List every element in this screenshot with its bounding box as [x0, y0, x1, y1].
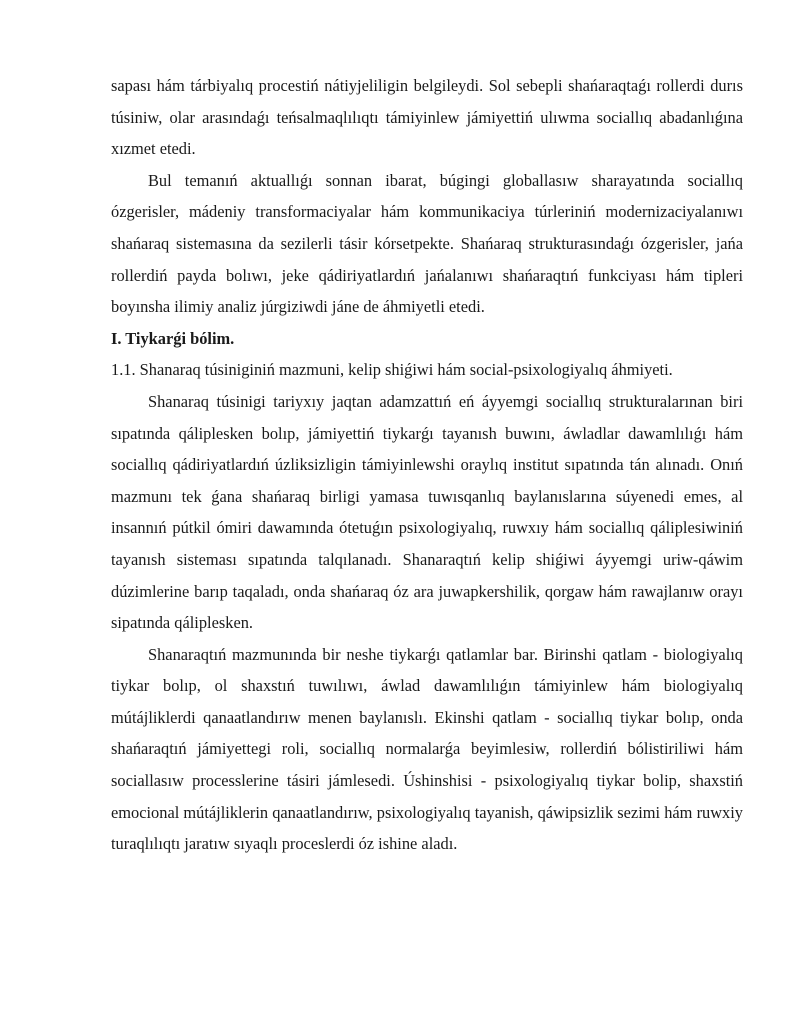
paragraph-concept: Shanaraq túsinigi tariyxıy jaqtan adamzattıń eń áyyemgi sociallıq strukturalarınan biri sıpatında qáliplesken bolıp, jámiyettiń tiykarǵı tayanısh buwını, áwladlar dawamlılıǵı hám sociallıq qádiriyatlardıń úzliksizligin támiyinlewshi oraylıq institut sıpatında tán alınadı. Onıń mazmunı tek ǵana shańaraq birligi yamasa tuwısqanlıq baylanıslarına súyenedi emes, al insannıń pútkil ómiri dawamında ótetuǵın psixologiyalıq, ruwxıy hám sociallıq qáliplesiwiniń tayanısh sisteması sıpatında talqılanadı. Shanaraqtıń kelip shiǵiwi áyyemgi uriw-qáwim dúzimlerine barıp taqaladı, onda shańaraq óz ara juwapkershilik, qorgaw hám rawajlanıw orayı sipatında qáliplesken.: [111, 391, 743, 633]
subsection-heading: 1.1. Shanaraq túsiniginiń mazmuni, kelip shiǵiwi hám social-psixologiyalıq áhmiyeti.: [111, 360, 673, 380]
document-page: [111, 70, 743, 860]
paragraph-layers: Shanaraqtıń mazmunında bir neshe tiykarǵı qatlamlar bar. Birinshi qatlam - biologiyalıq tiykar bolıp, ol shaxstıń tuwılıwı, áwlad dawamlılıǵın támiyinlew hám biologiyalıq mútájliklerdi qanaatlandırıw menen baylanıslı. Ekinshi qatlam - sociallıq tiykar bolıp, onda shańaraqtıń jámiyettegi roli, sociallıq normalarǵa beyimlesiw, rollerdiń bólistiriliwi hám sociallasıw processlerine tásiri jámlesedi. Úshinshisi - psixologiyalıq tiykar bolip, shaxstiń emocional mútájliklerin qanaatlandırıw, psixologiyalıq tayanish, qáwipsizlik sezimi hám ruwxiy turaqlılıqtı jaratıw sıyaqlı proceslerdi óz ishine aladı.: [111, 644, 743, 854]
section-heading: I. Tiykarǵi bólim.: [111, 328, 235, 348]
paragraph-continued: sapası hám tárbiyalıq procestiń nátiyjeliligin belgileydi. Sol sebepli shańaraqtaǵı rollerdi durıs túsiniw, olar arasındaǵı teńsalmaqlılıqtı támiyinlew jámiyettiń ulıwma sociallıq abadanlıǵına xızmet etedi.: [111, 76, 743, 159]
paragraph-relevance: Bul temanıń aktuallıǵı sonnan ibarat, búgingi globallasıw sharayatında sociallıq ózgerisler, mádeniy transformaciyalar hám kommunikaciya túrleriniń modernizaciyalanıwı shańaraq sistemasına da sezilerli tásir kórsetpekte. Shańaraq strukturasındaǵı ózgerisler, jańa rollerdiń payda bolıwı, jeke qádiriyatlardıń jańalanıwı shańaraqtıń funkciyası hám tipleri boyınsha ilimiy analiz júrgiziwdi jáne de áhmiyetli etedi.: [111, 170, 743, 317]
